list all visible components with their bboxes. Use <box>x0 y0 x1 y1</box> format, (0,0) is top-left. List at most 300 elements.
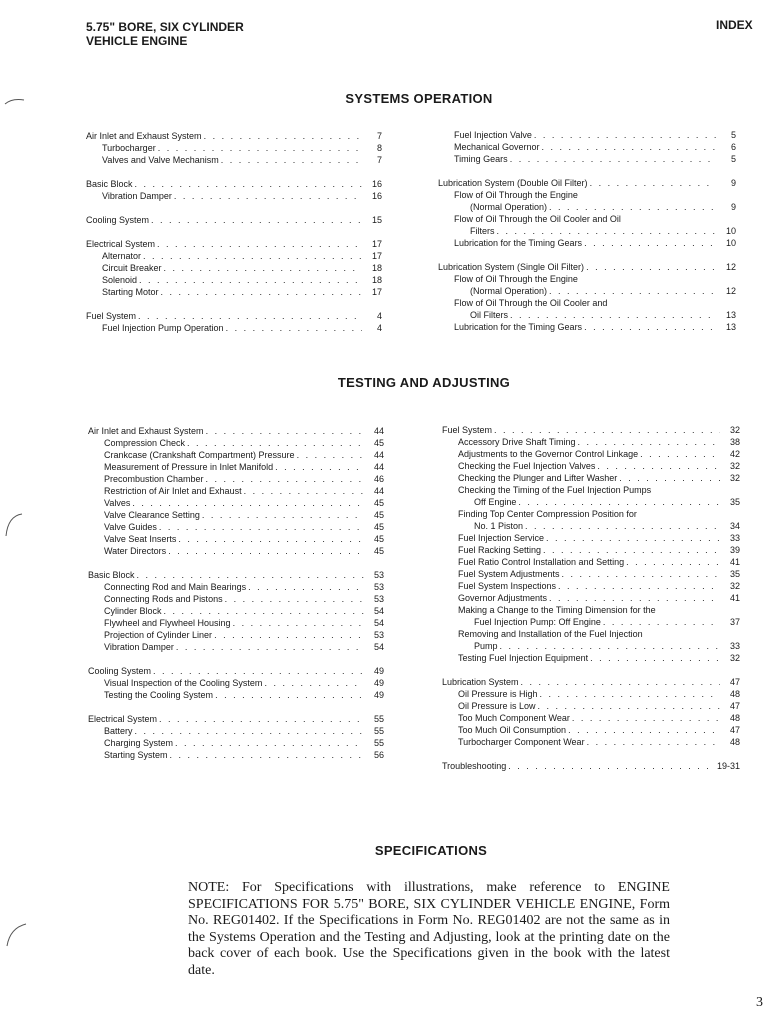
index-entry-title: Troubleshooting <box>442 761 507 771</box>
dot-leader <box>546 532 720 544</box>
index-entry-page: 45 <box>373 522 384 532</box>
index-entry-title: Basic Block <box>86 179 133 189</box>
index-entry-page: 32 <box>729 461 740 471</box>
index-entry-title: Measurement of Pressure in Inlet Manifold <box>104 462 274 472</box>
document-title <box>86 20 244 48</box>
index-entry-page: 49 <box>373 678 384 688</box>
index-entry-page: 15 <box>371 215 382 225</box>
index-entry-title: Oil Filters <box>470 310 508 320</box>
index-entry-title: Checking the Fuel Injection Valves <box>458 461 596 471</box>
index-entry-title: Vibration Damper <box>102 191 172 201</box>
dot-leader <box>510 153 716 165</box>
dot-leader <box>221 154 362 166</box>
index-entry-page: 53 <box>373 570 384 580</box>
index-entry-page: 48 <box>729 689 740 699</box>
dot-leader <box>549 201 716 213</box>
index-entry <box>86 214 382 226</box>
dot-leader <box>175 737 364 749</box>
index-entry <box>442 628 740 640</box>
dot-leader <box>135 178 362 190</box>
index-entry-page: 53 <box>373 582 384 592</box>
dot-leader <box>233 617 364 629</box>
index-entry-page: 39 <box>729 545 740 555</box>
index-entry <box>438 225 736 237</box>
dot-leader <box>590 652 720 664</box>
index-entry <box>88 677 384 689</box>
index-entry <box>442 436 740 448</box>
index-entry-title: Charging System <box>104 738 174 748</box>
index-entry-title: Accessory Drive Shaft Timing <box>458 437 576 447</box>
index-entry-title: Fuel Ratio Control Installation and Setting <box>458 557 625 567</box>
dot-leader <box>584 321 716 333</box>
dot-leader <box>586 261 716 273</box>
index-entry-title: Starting System <box>104 750 168 760</box>
index-entry-page: 46 <box>373 474 384 484</box>
index-entry <box>438 285 736 297</box>
dot-leader <box>590 177 716 189</box>
index-entry <box>442 712 740 724</box>
index-entry-title: Air Inlet and Exhaust System <box>88 426 204 436</box>
dot-leader <box>264 677 364 689</box>
index-entry <box>86 130 382 142</box>
dot-leader <box>206 473 364 485</box>
index-entry-page: 48 <box>729 713 740 723</box>
dot-leader <box>597 460 720 472</box>
dot-leader <box>178 533 364 545</box>
index-entry <box>442 532 740 544</box>
dot-leader <box>549 285 716 297</box>
dot-leader <box>132 497 364 509</box>
index-entry <box>88 497 384 509</box>
index-entry <box>442 508 740 520</box>
dot-leader <box>135 725 364 737</box>
dot-leader <box>578 436 720 448</box>
index-entry-page: 54 <box>373 618 384 628</box>
index-entry-title: Fuel Injection Valve <box>454 130 532 140</box>
index-entry-page: 16 <box>371 179 382 189</box>
index-entry-page: 54 <box>373 642 384 652</box>
index-entry <box>88 509 384 521</box>
index-entry <box>88 581 384 593</box>
dot-leader <box>204 130 362 142</box>
index-entry <box>88 689 384 701</box>
index-entry-title: Valves and Valve Mechanism <box>102 155 219 165</box>
index-entry-title: Off Engine <box>474 497 517 507</box>
index-entry <box>438 141 736 153</box>
dot-leader <box>164 262 362 274</box>
index-entry <box>438 273 736 285</box>
index-entry <box>438 153 736 165</box>
dot-leader <box>164 605 364 617</box>
index-entry-page: 49 <box>373 690 384 700</box>
testing-adjusting-heading: TESTING AND ADJUSTING <box>337 375 511 390</box>
index-entry <box>88 641 384 653</box>
index-entry-page: 45 <box>373 510 384 520</box>
index-entry-page: 42 <box>729 449 740 459</box>
dot-leader <box>244 485 364 497</box>
dot-leader <box>538 700 720 712</box>
index-entry <box>88 713 384 725</box>
dot-leader <box>584 237 716 249</box>
index-entry <box>442 556 740 568</box>
index-entry <box>88 533 384 545</box>
index-entry-title: Adjustments to the Governor Control Linkage <box>458 449 639 459</box>
index-entry-page: 19-31 <box>716 761 740 771</box>
index-entry-page: 5 <box>730 154 736 164</box>
dot-leader <box>176 641 364 653</box>
index-entry-page: 7 <box>376 155 382 165</box>
index-entry-page: 44 <box>373 486 384 496</box>
dot-leader <box>542 141 716 153</box>
index-entry-title: Checking the Timing of the Fuel Injection Pumps <box>458 485 652 495</box>
dot-leader <box>153 665 364 677</box>
index-entry-title: Oil Pressure is Low <box>458 701 536 711</box>
index-entry <box>438 129 736 141</box>
index-entry <box>88 485 384 497</box>
index-entry-title: Fuel System Inspections <box>458 581 557 591</box>
index-entry-page: 4 <box>376 323 382 333</box>
index-entry-title: Fuel System <box>86 311 137 321</box>
dot-leader <box>206 425 364 437</box>
dot-leader <box>500 640 720 652</box>
index-entry-title: Flow of Oil Through the Engine <box>454 190 578 200</box>
dot-leader <box>187 437 364 449</box>
index-entry-page: 7 <box>376 131 382 141</box>
index-entry-title: Crankcase (Crankshaft Compartment) Pressure <box>104 450 295 460</box>
index-entry-title: Valve Guides <box>104 522 157 532</box>
index-entry <box>442 604 740 616</box>
index-entry <box>86 274 382 286</box>
index-entry <box>88 545 384 557</box>
index-entry <box>442 472 740 484</box>
index-entry <box>88 629 384 641</box>
index-entry-title: Connecting Rod and Main Bearings <box>104 582 247 592</box>
index-entry <box>88 605 384 617</box>
dot-leader <box>143 250 362 262</box>
index-entry-title: Restriction of Air Inlet and Exhaust <box>104 486 242 496</box>
dot-leader <box>202 509 364 521</box>
index-entry-page: 53 <box>373 630 384 640</box>
dot-leader <box>151 214 362 226</box>
index-entry-title: Fuel Injection Pump Operation <box>102 323 224 333</box>
dot-leader <box>508 760 715 772</box>
dot-leader <box>248 581 364 593</box>
dot-leader <box>558 580 720 592</box>
dot-leader <box>174 190 362 202</box>
index-entry-title: (Normal Operation) <box>470 202 548 212</box>
index-entry-page: 37 <box>729 617 740 627</box>
index-entry-page: 32 <box>729 581 740 591</box>
index-entry-title: Lubrication System (Double Oil Filter) <box>438 178 588 188</box>
index-entry-page: 55 <box>373 726 384 736</box>
index-entry-title: Too Much Oil Consumption <box>458 725 567 735</box>
index-entry-page: 17 <box>371 251 382 261</box>
index-entry-title: Lubrication for the Timing Gears <box>454 238 583 248</box>
index-entry-title: Lubrication System <box>442 677 519 687</box>
index-entry-title: Flow of Oil Through the Oil Cooler and <box>454 298 608 308</box>
index-entry-title: Vibration Damper <box>104 642 174 652</box>
index-entry <box>442 724 740 736</box>
dot-leader <box>549 592 720 604</box>
index-entry-page: 44 <box>373 450 384 460</box>
index-entry-title: Mechanical Governor <box>454 142 540 152</box>
index-entry-page: 55 <box>373 738 384 748</box>
index-entry <box>86 250 382 262</box>
index-entry <box>442 460 740 472</box>
index-entry <box>88 521 384 533</box>
index-entry-title: Air Inlet and Exhaust System <box>86 131 202 141</box>
index-entry-page: 45 <box>373 546 384 556</box>
dot-leader <box>168 545 364 557</box>
index-entry-title: Basic Block <box>88 570 135 580</box>
index-entry-title: Water Directors <box>104 546 167 556</box>
index-entry-page: 38 <box>729 437 740 447</box>
index-entry-page: 35 <box>729 497 740 507</box>
index-entry-title: Timing Gears <box>454 154 508 164</box>
index-entry <box>88 449 384 461</box>
index-entry <box>438 237 736 249</box>
index-entry <box>86 322 382 334</box>
index-entry-page: 12 <box>725 262 736 272</box>
index-entry <box>86 178 382 190</box>
index-entry-title: Solenoid <box>102 275 138 285</box>
index-entry-title: Projection of Cylinder Liner <box>104 630 213 640</box>
index-entry-page: 54 <box>373 606 384 616</box>
index-entry-page: 32 <box>729 653 740 663</box>
index-entry-page: 48 <box>729 737 740 747</box>
index-entry <box>86 238 382 250</box>
index-entry-page: 44 <box>373 462 384 472</box>
index-entry <box>438 321 736 333</box>
dot-leader <box>158 142 362 154</box>
index-entry <box>442 640 740 652</box>
index-entry-page: 8 <box>376 143 382 153</box>
index-entry-title: Lubrication System (Single Oil Filter) <box>438 262 585 272</box>
index-entry <box>442 580 740 592</box>
index-entry-page: 47 <box>729 701 740 711</box>
index-entry-page: 34 <box>729 521 740 531</box>
index-entry-page: 17 <box>371 239 382 249</box>
index-entry-title: Governor Adjustments <box>458 593 548 603</box>
dot-leader <box>518 496 720 508</box>
index-entry-page: 49 <box>373 666 384 676</box>
index-entry <box>88 437 384 449</box>
index-entry-page: 6 <box>730 142 736 152</box>
index-entry-page: 16 <box>371 191 382 201</box>
index-entry <box>442 700 740 712</box>
dot-leader <box>139 274 362 286</box>
dot-leader <box>494 424 720 436</box>
index-entry-page: 13 <box>725 322 736 332</box>
index-entry-page: 45 <box>373 438 384 448</box>
index-entry <box>88 473 384 485</box>
index-entry-page: 55 <box>373 714 384 724</box>
index-entry-title: Oil Pressure is High <box>458 689 538 699</box>
index-entry-title: Checking the Plunger and Lifter Washer <box>458 473 618 483</box>
index-entry-page: 17 <box>371 287 382 297</box>
index-entry <box>438 201 736 213</box>
index-entry <box>86 154 382 166</box>
index-entry-page: 33 <box>729 533 740 543</box>
index-entry-page: 41 <box>729 557 740 567</box>
dot-leader <box>521 676 720 688</box>
index-entry-title: Starting Motor <box>102 287 159 297</box>
index-entry-title: Testing the Cooling System <box>104 690 214 700</box>
dot-leader <box>572 712 720 724</box>
dot-leader <box>225 593 364 605</box>
index-entry-page: 56 <box>373 750 384 760</box>
index-entry <box>442 484 740 496</box>
index-entry-title: Cooling System <box>88 666 152 676</box>
index-entry-title: No. 1 Piston <box>474 521 524 531</box>
index-entry-page: 41 <box>729 593 740 603</box>
index-entry-title: Electrical System <box>86 239 156 249</box>
systems-operation-heading: SYSTEMS OPERATION <box>345 91 493 106</box>
index-entry <box>442 568 740 580</box>
index-entry-page: 33 <box>729 641 740 651</box>
dot-leader <box>226 322 362 334</box>
index-entry-title: Battery <box>104 726 133 736</box>
index-entry <box>442 424 740 436</box>
document-title-line2: VEHICLE ENGINE <box>86 34 188 48</box>
index-entry-title: Flow of Oil Through the Oil Cooler and Oil <box>454 214 621 224</box>
index-entry <box>86 262 382 274</box>
index-entry <box>86 310 382 322</box>
index-entry-title: Fuel Racking Setting <box>458 545 542 555</box>
index-entry-title: Turbocharger <box>102 143 156 153</box>
index-entry-page: 32 <box>729 425 740 435</box>
index-entry-page: 18 <box>371 263 382 273</box>
index-entry <box>88 749 384 761</box>
index-entry-title: Valve Seat Inserts <box>104 534 177 544</box>
systems-operation-right-column <box>438 129 736 333</box>
dot-leader <box>137 569 364 581</box>
index-entry-title: Precombustion Chamber <box>104 474 204 484</box>
index-entry-page: 10 <box>725 226 736 236</box>
index-entry-title: Fuel System <box>442 425 493 435</box>
index-entry-title: Valves <box>104 498 131 508</box>
index-entry-title: Flywheel and Flywheel Housing <box>104 618 231 628</box>
index-entry-title: Connecting Rods and Pistons <box>104 594 223 604</box>
index-entry-title: Finding Top Center Compression Position for <box>458 509 637 519</box>
dot-leader <box>215 689 364 701</box>
index-entry <box>442 652 740 664</box>
dot-leader <box>568 724 720 736</box>
index-entry-title: Filters <box>470 226 495 236</box>
index-entry-title: Visual Inspection of the Cooling System <box>104 678 263 688</box>
dot-leader <box>275 461 364 473</box>
index-entry-title: Flow of Oil Through the Engine <box>454 274 578 284</box>
dot-leader <box>214 629 364 641</box>
testing-adjusting-left-column <box>88 425 384 761</box>
index-entry <box>438 189 736 201</box>
dot-leader <box>161 286 362 298</box>
index-entry-page: 35 <box>729 569 740 579</box>
dot-leader <box>510 309 716 321</box>
dot-leader <box>159 521 364 533</box>
index-entry-page: 13 <box>725 310 736 320</box>
dot-leader <box>170 749 364 761</box>
dot-leader <box>587 736 720 748</box>
index-entry-title: Lubrication for the Timing Gears <box>454 322 583 332</box>
specifications-heading: SPECIFICATIONS <box>374 843 488 858</box>
index-entry-title: Fuel Injection Service <box>458 533 545 543</box>
dot-leader <box>525 520 720 532</box>
dot-leader <box>497 225 717 237</box>
index-entry <box>438 261 736 273</box>
page-number: 3 <box>756 995 763 1010</box>
index-entry-page: 47 <box>729 725 740 735</box>
dot-leader <box>534 129 716 141</box>
index-entry-page: 32 <box>729 473 740 483</box>
index-entry-title: Removing and Installation of the Fuel Injection <box>458 629 643 639</box>
dot-leader <box>157 238 362 250</box>
index-entry-title: Making a Change to the Timing Dimension for the <box>458 605 656 615</box>
systems-operation-left-column <box>86 130 382 334</box>
index-entry <box>86 142 382 154</box>
specifications-note: NOTE: For Specifications with illustrations, make reference to ENGINE SPECIFICATIONS FOR 5.75" BORE, SIX CYLINDER VEHICLE ENGINE, Form No. REG01402. If the Specifications in Form No. REG01402 are not the same as in the Systems Operation and the Testing and Adjusting, look at the printing date on the back cover of each book. Use the Specifications given in the book with the latest date. <box>188 880 670 978</box>
dot-leader <box>640 448 720 460</box>
index-entry <box>442 760 740 772</box>
index-entry-page: 47 <box>729 677 740 687</box>
index-entry-title: Fuel Injection Pump: Off Engine <box>474 617 601 627</box>
dot-leader <box>619 472 720 484</box>
index-entry-page: 9 <box>730 178 736 188</box>
document-title-line1: 5.75" BORE, SIX CYLINDER <box>86 20 244 34</box>
index-entry-title: Compression Check <box>104 438 186 448</box>
index-entry <box>442 688 740 700</box>
index-entry <box>88 737 384 749</box>
dot-leader <box>543 544 720 556</box>
index-entry-page: 45 <box>373 534 384 544</box>
index-entry-title: Circuit Breaker <box>102 263 162 273</box>
index-entry-title: (Normal Operation) <box>470 286 548 296</box>
index-entry-title: Too Much Component Wear <box>458 713 570 723</box>
index-entry-page: 12 <box>725 286 736 296</box>
dot-leader <box>540 688 720 700</box>
index-entry-title: Electrical System <box>88 714 158 724</box>
testing-adjusting-right-column <box>442 424 740 772</box>
dot-leader <box>159 713 364 725</box>
index-entry <box>442 520 740 532</box>
index-entry-page: 45 <box>373 498 384 508</box>
index-entry <box>438 213 736 225</box>
dot-leader <box>626 556 720 568</box>
index-entry <box>442 676 740 688</box>
index-entry <box>88 725 384 737</box>
index-entry <box>442 616 740 628</box>
index-entry <box>86 190 382 202</box>
scan-mark <box>2 922 28 948</box>
index-entry-title: Cooling System <box>86 215 150 225</box>
index-entry <box>88 593 384 605</box>
index-entry-title: Cylinder Block <box>104 606 162 616</box>
index-entry-title: Pump <box>474 641 498 651</box>
index-entry <box>88 665 384 677</box>
index-entry <box>438 309 736 321</box>
scan-mark <box>2 512 24 538</box>
index-entry-page: 10 <box>725 238 736 248</box>
index-label: INDEX <box>716 18 753 32</box>
index-entry-page: 53 <box>373 594 384 604</box>
dot-leader <box>297 449 364 461</box>
index-entry-page: 44 <box>373 426 384 436</box>
index-entry <box>442 544 740 556</box>
index-entry <box>442 736 740 748</box>
index-entry <box>88 617 384 629</box>
index-entry-title: Turbocharger Component Wear <box>458 737 585 747</box>
index-entry-title: Fuel System Adjustments <box>458 569 560 579</box>
